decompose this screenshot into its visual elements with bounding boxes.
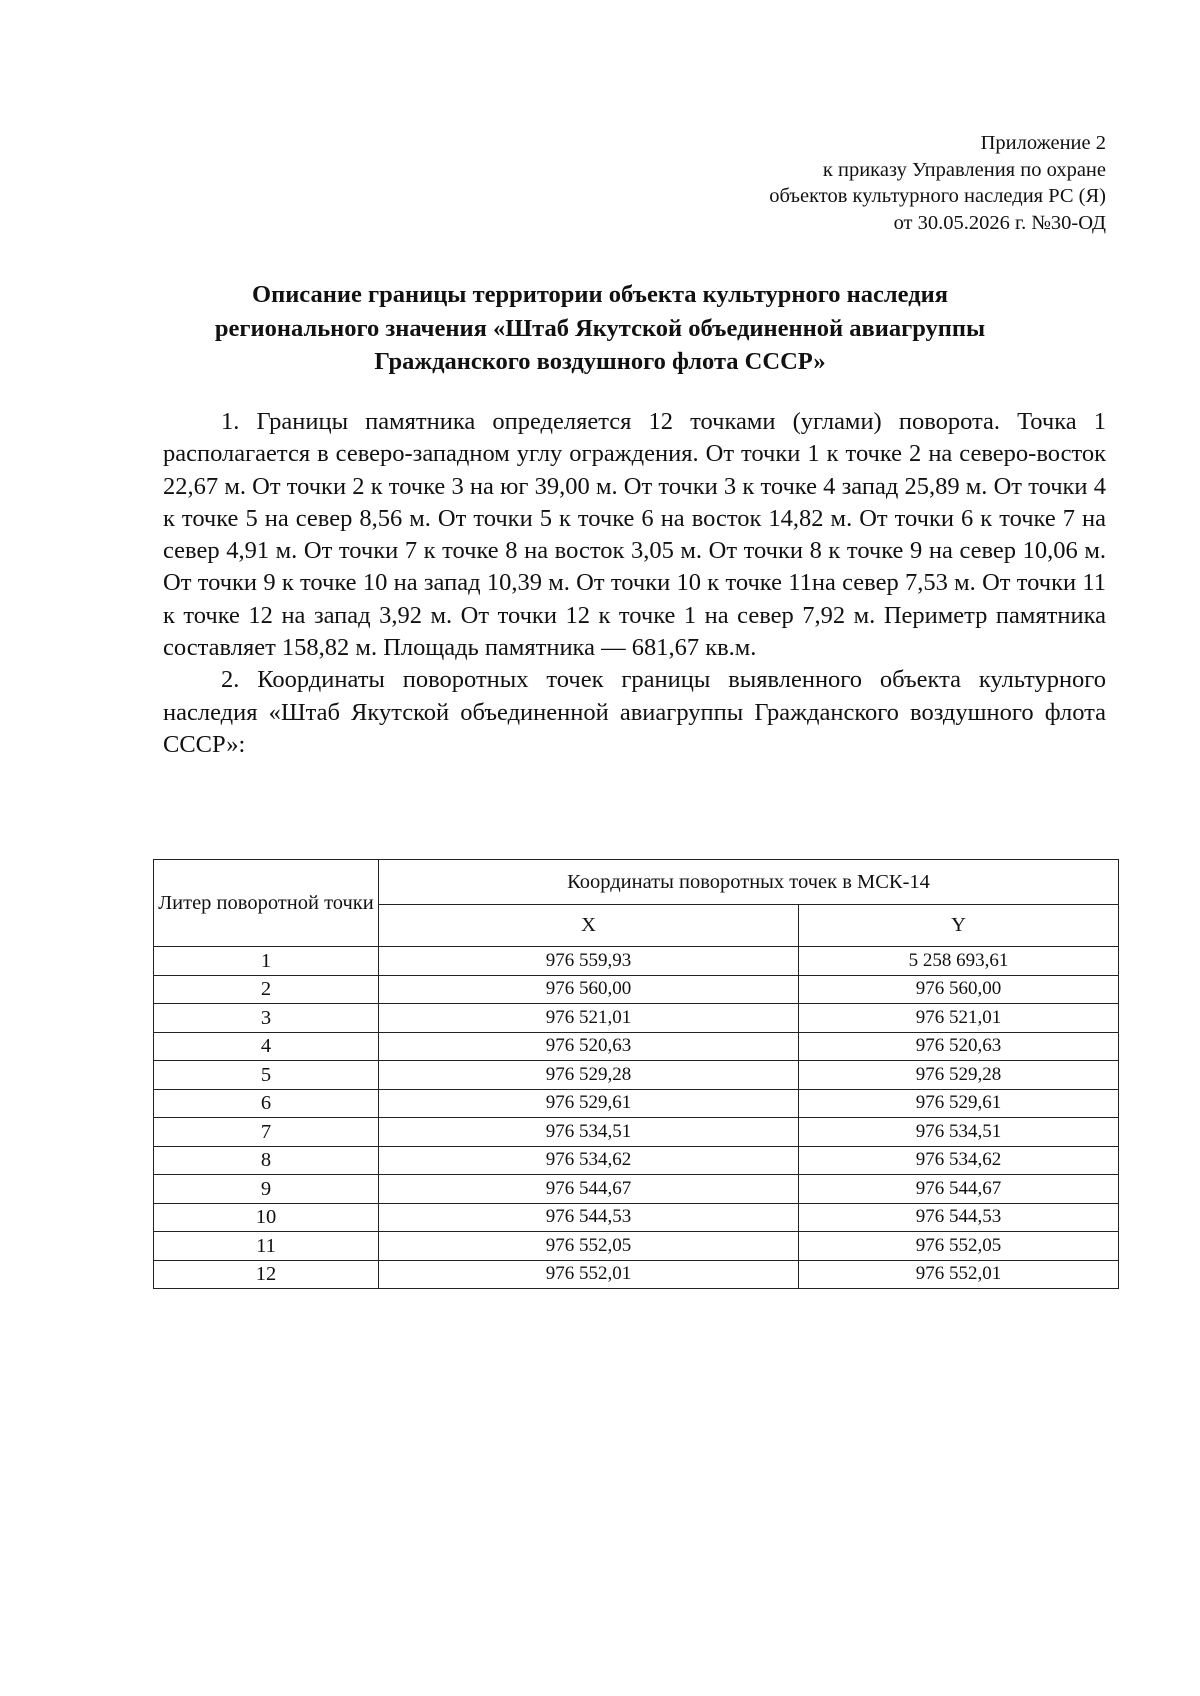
appendix-line: объектов культурного наследия РС (Я) bbox=[769, 185, 1106, 207]
table-row bbox=[154, 1203, 1119, 1232]
coordinates-table bbox=[153, 859, 1119, 1289]
y-coordinate-cell: 976 521,01 bbox=[799, 1004, 1119, 1033]
y-coordinate-cell: 976 552,01 bbox=[799, 1260, 1119, 1289]
point-number-cell: 1 bbox=[154, 947, 379, 976]
appendix-block bbox=[769, 130, 1106, 236]
y-coordinate-cell: 5 258 693,61 bbox=[799, 947, 1119, 976]
point-number-cell: 5 bbox=[154, 1061, 379, 1090]
paragraph-boundary-description: 1. Границы памятника определяется 12 точками (углами) поворота. Точка 1 располагается в северо-западном углу ограждения. От точки 1 к точке 2 на северо-восток 22,67 м. От точки 2 к точке 3 на юг 39,00 м. От точки 3 к точке 4 запад 25,89 м. От точки 4 к точке 5 на север 8,56 м. От точки 5 к точке 6 на восток 14,82 м. От точки 6 к точке 7 на север 4,91 м. От точки 7 к точке 8 на восток 3,05 м. От точки 8 к точке 9 на север 10,06 м. От точки 9 к точке 10 на запад 10,39 м. От точки 10 к точке 11на север 7,53 м. От точки 11 к точке 12 на запад 3,92 м. От точки 12 к точке 1 на север 7,92 м. Периметр памятника составляет 158,82 м. Площадь памятника — 681,67 кв.м. bbox=[163, 408, 1106, 662]
paragraph-coordinates-intro: 2. Координаты поворотных точек границы выявленного объекта культурного наследия «Штаб Якутской объединенной авиагруппы Гражданского воздушного флота СССР»: bbox=[163, 666, 1106, 758]
y-coordinate-cell: 976 529,61 bbox=[799, 1089, 1119, 1118]
x-coordinate-cell: 976 534,51 bbox=[379, 1118, 799, 1147]
title-line: регионального значения «Штаб Якутской объединенной авиагруппы bbox=[214, 314, 986, 342]
y-coordinate-cell: 976 520,63 bbox=[799, 1032, 1119, 1061]
document-title bbox=[140, 278, 1060, 379]
point-number-cell: 11 bbox=[154, 1232, 379, 1261]
y-coordinate-cell: 976 544,67 bbox=[799, 1175, 1119, 1204]
table-row bbox=[154, 1175, 1119, 1204]
point-number-cell: 7 bbox=[154, 1118, 379, 1147]
x-coordinate-cell: 976 560,00 bbox=[379, 975, 799, 1004]
table-row bbox=[154, 1146, 1119, 1175]
y-coordinate-cell: 976 534,51 bbox=[799, 1118, 1119, 1147]
x-coordinate-cell: 976 552,05 bbox=[379, 1232, 799, 1261]
x-coordinate-cell: 976 534,62 bbox=[379, 1146, 799, 1175]
point-number-cell: 9 bbox=[154, 1175, 379, 1204]
point-number-cell: 10 bbox=[154, 1203, 379, 1232]
y-coordinate-cell: 976 529,28 bbox=[799, 1061, 1119, 1090]
table-row bbox=[154, 1089, 1119, 1118]
table-row bbox=[154, 1232, 1119, 1261]
appendix-line: Приложение 2 bbox=[980, 132, 1106, 154]
point-number-cell: 4 bbox=[154, 1032, 379, 1061]
table-row bbox=[154, 1032, 1119, 1061]
x-coordinate-cell: 976 544,67 bbox=[379, 1175, 799, 1204]
x-coordinate-cell: 976 529,28 bbox=[379, 1061, 799, 1090]
y-coordinate-cell: 976 552,05 bbox=[799, 1232, 1119, 1261]
x-coordinate-cell: 976 552,01 bbox=[379, 1260, 799, 1289]
x-coordinate-cell: 976 544,53 bbox=[379, 1203, 799, 1232]
header-coordinates: Координаты поворотных точек в МСК-14 bbox=[379, 860, 1119, 905]
x-coordinate-cell: 976 520,63 bbox=[379, 1032, 799, 1061]
header-x: X bbox=[379, 905, 799, 947]
table-row bbox=[154, 1061, 1119, 1090]
point-number-cell: 12 bbox=[154, 1260, 379, 1289]
point-number-cell: 8 bbox=[154, 1146, 379, 1175]
appendix-line: от 30.05.2026 г. №30-ОД bbox=[893, 211, 1106, 234]
header-y: Y bbox=[799, 905, 1119, 947]
title-line: Гражданского воздушного флота СССР» bbox=[374, 348, 826, 375]
table-header-row bbox=[154, 860, 1119, 905]
y-coordinate-cell: 976 534,62 bbox=[799, 1146, 1119, 1175]
table-row bbox=[154, 947, 1119, 976]
point-number-cell: 6 bbox=[154, 1089, 379, 1118]
x-coordinate-cell: 976 529,61 bbox=[379, 1089, 799, 1118]
header-liter: Литер поворотной точки bbox=[154, 860, 379, 947]
table-row bbox=[154, 1260, 1119, 1289]
document-body bbox=[163, 406, 1106, 761]
appendix-line: к приказу Управления по охране bbox=[822, 158, 1106, 181]
x-coordinate-cell: 976 559,93 bbox=[379, 947, 799, 976]
point-number-cell: 3 bbox=[154, 1004, 379, 1033]
y-coordinate-cell: 976 560,00 bbox=[799, 975, 1119, 1004]
point-number-cell: 2 bbox=[154, 975, 379, 1004]
table-row bbox=[154, 1118, 1119, 1147]
table-row bbox=[154, 1004, 1119, 1033]
table-row bbox=[154, 975, 1119, 1004]
y-coordinate-cell: 976 544,53 bbox=[799, 1203, 1119, 1232]
x-coordinate-cell: 976 521,01 bbox=[379, 1004, 799, 1033]
title-line: Описание границы территории объекта культурного наследия bbox=[252, 281, 948, 308]
